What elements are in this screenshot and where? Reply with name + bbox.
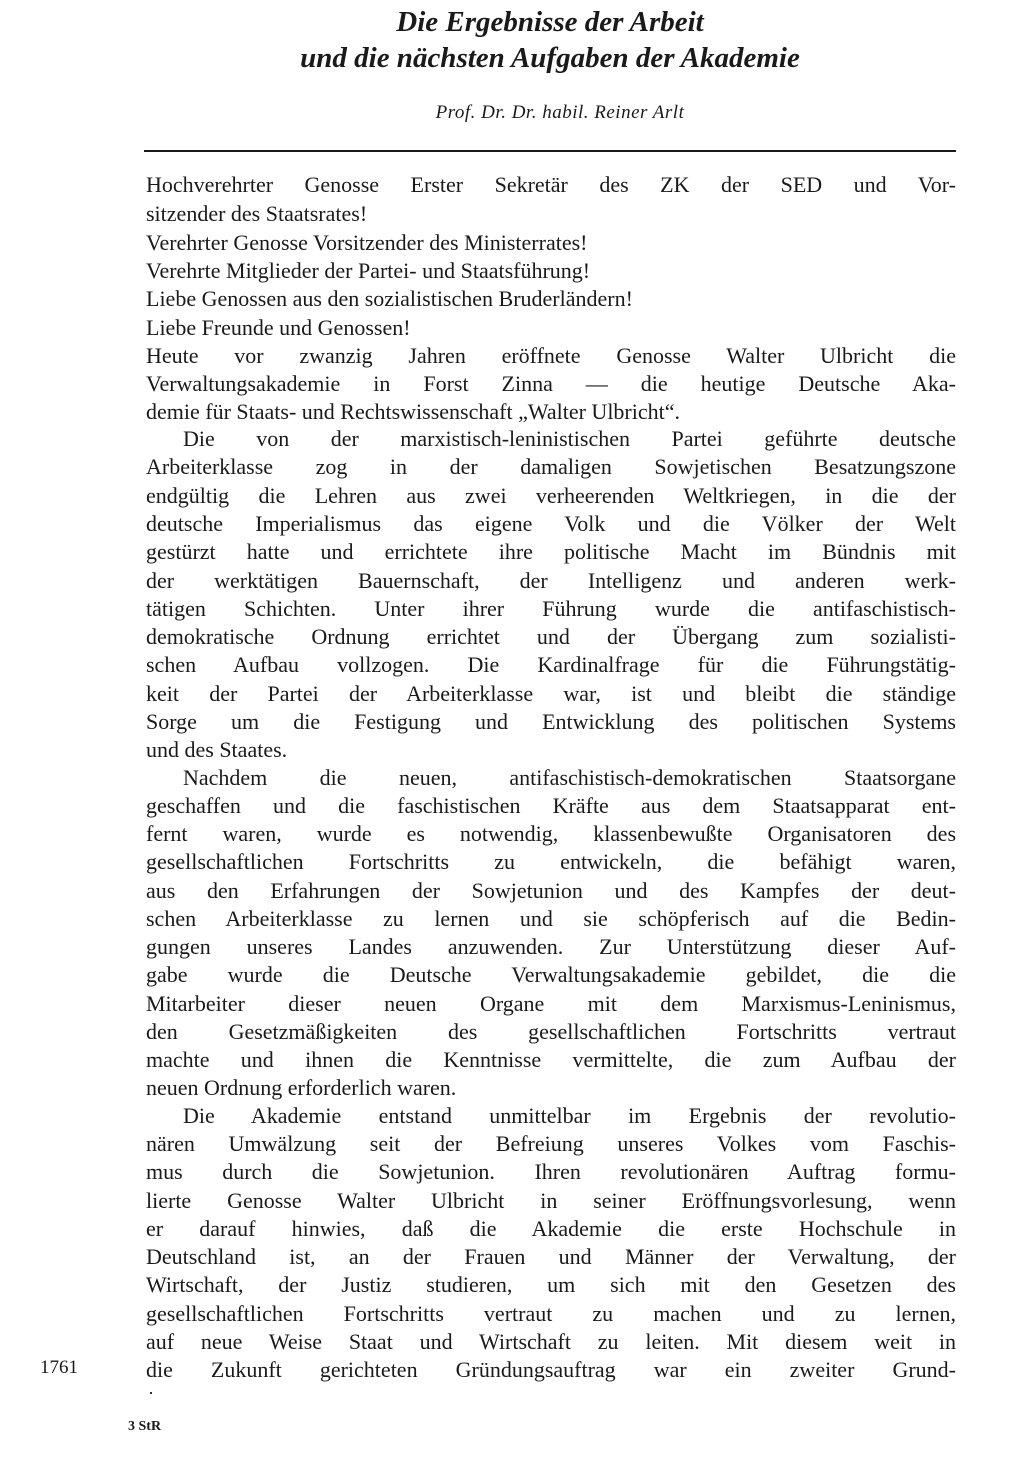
article-title-line-2: und die nächsten Aufgaben der Akademie (300, 42, 800, 74)
text-line: Heute vor zwanzig Jahren eröffnete Genosse Walter Ulbricht die (146, 343, 956, 368)
text-line: fernt waren, wurde es notwendig, klassenbewußte Organisatoren des (146, 821, 956, 846)
text-line: endgültig die Lehren aus zwei verheerenden Weltkriegen, in die der (146, 483, 956, 508)
text-line: tätigen Schichten. Unter ihrer Führung wurde die antifaschistisch- (146, 596, 956, 621)
text-line: Wirtschaft, der Justiz studieren, um sich mit den Gesetzen des (146, 1272, 956, 1297)
text-line: schen Arbeiterklasse zu lernen und sie schöpferisch auf die Bedin- (146, 906, 956, 931)
text-line: demokratische Ordnung errichtet und der Übergang zum sozialisti- (146, 624, 956, 649)
text-line: Hochverehrter Genosse Erster Sekretär des ZK der SED und Vor- (146, 172, 956, 197)
title-rule (144, 150, 956, 152)
text-line: gesellschaftlichen Fortschritts zu entwickeln, die befähigt waren, (146, 849, 956, 874)
text-line: Verehrte Mitglieder der Partei- und Staatsführung! (146, 258, 591, 283)
text-line: schen Aufbau vollzogen. Die Kardinalfrage für die Führungstätig- (146, 652, 956, 677)
text-line: Die Akademie entstand unmittelbar im Ergebnis der revolutio- (183, 1103, 956, 1128)
text-line: Liebe Freunde und Genossen! (146, 315, 411, 340)
text-line: Nachdem die neuen, antifaschistisch-demokratischen Staatsorgane (183, 765, 956, 790)
text-line: keit der Partei der Arbeiterklasse war, ist und bleibt die ständige (146, 681, 956, 706)
text-line: machte und ihnen die Kenntnisse vermittelte, die zum Aufbau der (146, 1047, 956, 1072)
text-line: auf neue Weise Staat und Wirtschaft zu leiten. Mit diesem weit in (146, 1329, 956, 1354)
text-line: deutsche Imperialismus das eigene Volk und die Völker der Welt (146, 511, 956, 536)
text-line: Liebe Genossen aus den sozialistischen Bruderländern! (146, 286, 633, 311)
text-line: er darauf hinwies, daß die Akademie die erste Hochschule in (146, 1216, 956, 1241)
text-line: und des Staates. (146, 737, 288, 762)
text-line: gabe wurde die Deutsche Verwaltungsakademie gebildet, die die (146, 962, 956, 987)
text-line: gungen unseres Landes anzuwenden. Zur Unterstützung dieser Auf- (146, 934, 956, 959)
text-line: neuen Ordnung erforderlich waren. (146, 1075, 457, 1100)
print-speck (150, 1392, 152, 1394)
text-line: der werktätigen Bauernschaft, der Intelligenz und anderen werk- (146, 568, 956, 593)
text-line: Mitarbeiter dieser neuen Organe mit dem Marxismus-Leninismus, (146, 991, 956, 1016)
text-line: lierte Genosse Walter Ulbricht in seiner Eröffnungsvorlesung, wenn (146, 1188, 956, 1213)
page-number: 1761 (40, 1357, 78, 1378)
article-title-line-1: Die Ergebnisse der Arbeit (396, 6, 704, 38)
text-line: geschaffen und die faschistischen Kräfte aus dem Staatsapparat ent- (146, 793, 956, 818)
text-line: mus durch die Sowjetunion. Ihren revolutionären Auftrag formu- (146, 1159, 956, 1184)
text-line: gestürzt hatte und errichtete ihre politische Macht im Bündnis mit (146, 539, 956, 564)
sheet-signature-mark: 3 StR (128, 1419, 162, 1434)
text-line: Verehrter Genosse Vorsitzender des Ministerrates! (146, 230, 588, 255)
text-line: den Gesetzmäßigkeiten des gesellschaftlichen Fortschritts vertraut (146, 1019, 956, 1044)
text-line: Arbeiterklasse zog in der damaligen Sowjetischen Besatzungszone (146, 454, 956, 479)
text-line: Verwaltungsakademie in Forst Zinna — die heutige Deutsche Aka- (146, 371, 956, 396)
text-line: aus den Erfahrungen der Sowjetunion und des Kampfes der deut- (146, 878, 956, 903)
author-byline: Prof. Dr. Dr. habil. Reiner Arlt (435, 102, 685, 123)
text-line: die Zukunft gerichteten Gründungsauftrag war ein zweiter Grund- (146, 1357, 956, 1382)
text-line: Deutschland ist, an der Frauen und Männer der Verwaltung, der (146, 1244, 956, 1269)
text-line: sitzender des Staatsrates! (146, 201, 368, 226)
text-line: nären Umwälzung seit der Befreiung unseres Volkes vom Faschis- (146, 1131, 956, 1156)
text-line: Die von der marxistisch-leninistischen Partei geführte deutsche (183, 426, 956, 451)
text-line: Sorge um die Festigung und Entwicklung des politischen Systems (146, 709, 956, 734)
text-line: gesellschaftlichen Fortschritts vertraut zu machen und zu lernen, (146, 1301, 956, 1326)
text-line: demie für Staats- und Rechtswissenschaft „Walter Ulbricht“. (146, 399, 681, 424)
